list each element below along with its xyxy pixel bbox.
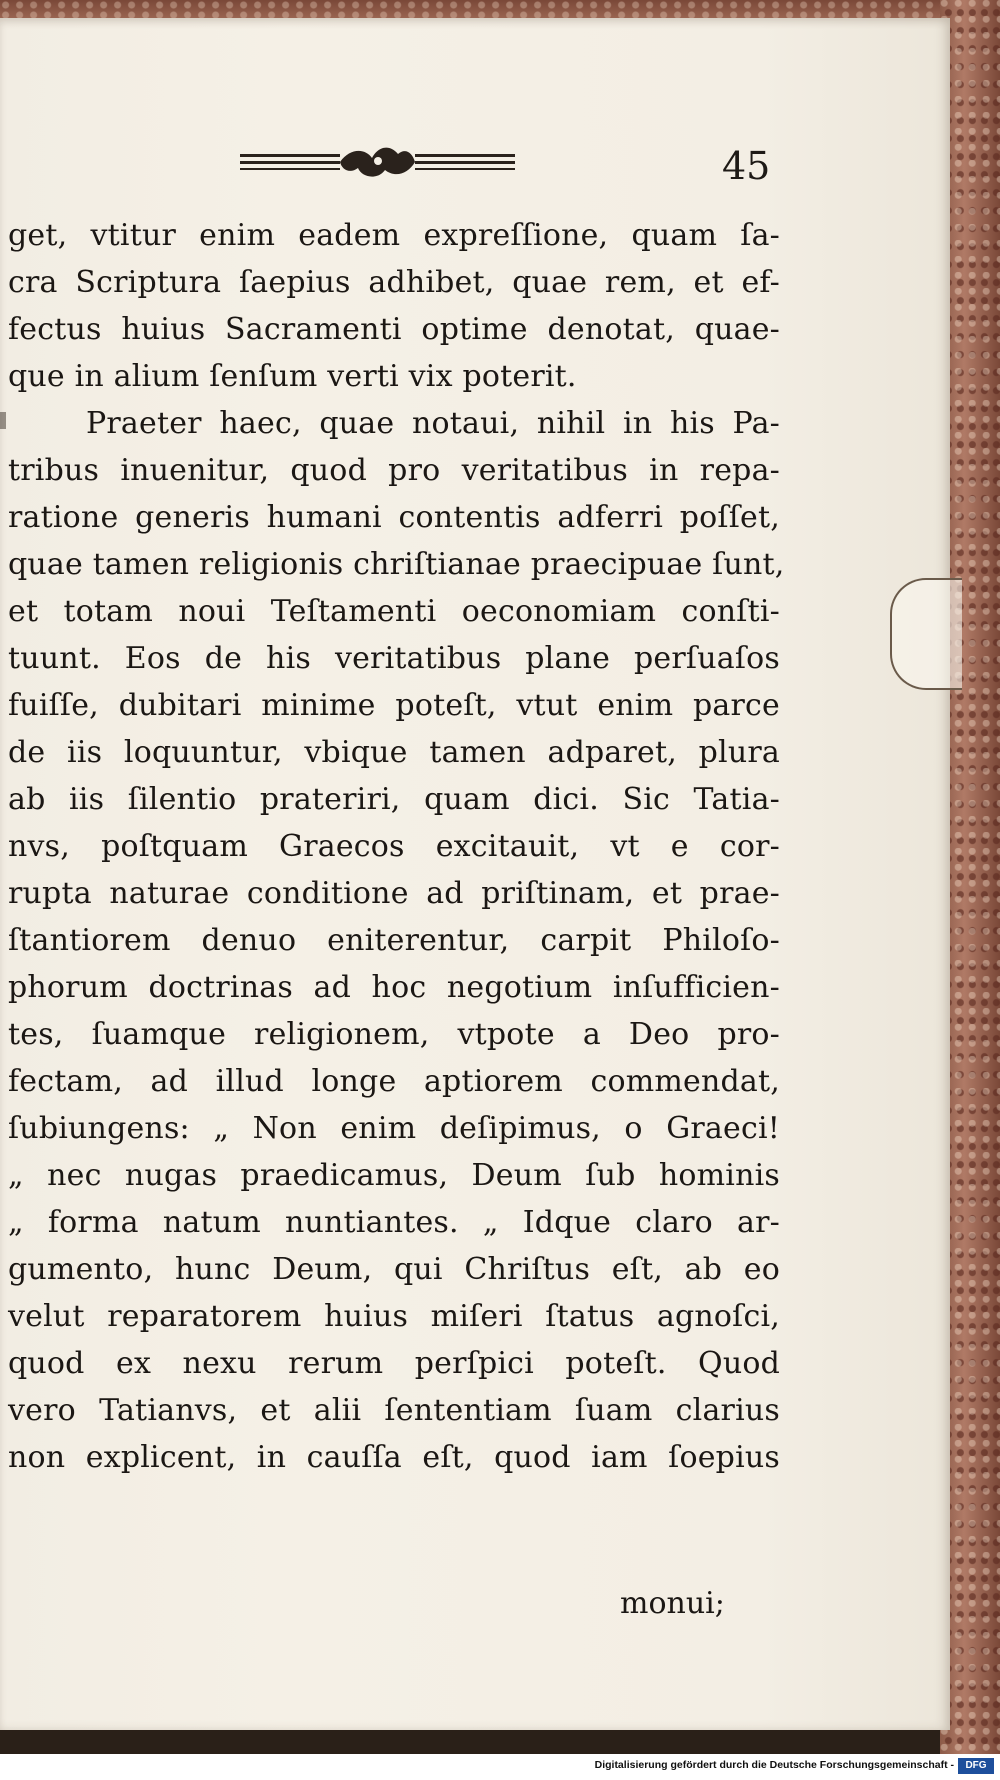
dfg-logo: DFG (958, 1758, 994, 1774)
text-line: cra Scriptura ſaepius adhibet, quae rem, et ef- (8, 265, 780, 300)
text-line: vero Tatianvs, et alii ſententiam ſuam clarius (8, 1393, 780, 1428)
text-line: et totam noui Teſtamenti oeconomiam conſti- (8, 594, 780, 629)
text-line: Praeter haec, quae notaui, nihil in his Pa- (86, 406, 780, 441)
text-line: que in alium ſenſum verti vix poterit. (8, 359, 577, 394)
text-line: fuiſſe, dubitari minime poteſt, vtut enim parce (8, 688, 780, 723)
text-line: ſtantiorem denuo eniterentur, carpit Philoſo- (8, 923, 780, 958)
digitization-footer (0, 1754, 1000, 1780)
text-line: ratione generis humani contentis adferri poſſet, (8, 500, 780, 535)
page-tab-outline (890, 578, 962, 690)
text-line: de iis loquuntur, vbique tamen adparet, plura (8, 735, 780, 770)
text-line: tribus inuenitur, quod pro veritatibus in repa- (8, 453, 780, 488)
gutter-shadow (0, 18, 6, 1730)
text-line: „ forma natum nuntiantes. „ Idque claro ar- (8, 1205, 780, 1240)
text-line: non explicent, in cauſſa eſt, quod iam ſoepius (8, 1440, 780, 1475)
text-line: phorum doctrinas ad hoc negotium inſufficien- (8, 970, 780, 1005)
text-line: velut reparatorem huius miſeri ſtatus agnoſci, (8, 1299, 780, 1334)
headpiece-ornament (240, 144, 515, 184)
text-line: „ nec nugas praedicamus, Deum ſub hominis (8, 1158, 780, 1193)
text-line: tes, ſuamque religionem, vtpote a Deo pro- (8, 1017, 780, 1052)
text-line: rupta naturae conditione ad priſtinam, et prae- (8, 876, 780, 911)
text-line: fectam, ad illud longe aptiorem commendat, (8, 1064, 780, 1099)
text-line: tuunt. Eos de his veritatibus plane perſuaſos (8, 641, 780, 676)
text-line: quod ex nexu rerum perſpici poteſt. Quod (8, 1346, 780, 1381)
funding-credit: Digitalisierung gefördert durch die Deutsche Forschungsgemeinschaft - (594, 1759, 954, 1771)
text-line: nvs, poſtquam Graecos excitauit, vt e cor- (8, 829, 780, 864)
page-number: 45 (722, 144, 771, 188)
paper-page (0, 18, 950, 1730)
text-line: fectus huius Sacramenti optime denotat, quae- (8, 312, 780, 347)
text-line: quae tamen religionis chriſtianae praecipuae ſunt, (8, 547, 785, 582)
text-line: get, vtitur enim eadem expreſſione, quam ſa- (8, 218, 780, 253)
text-line: ſubiungens: „ Non enim deſipimus, o Graeci! (8, 1111, 780, 1146)
text-line: gumento, hunc Deum, qui Chriſtus eſt, ab eo (8, 1252, 780, 1287)
catchword: monui; (620, 1586, 725, 1621)
text-line: ab iis ſilentio prateriri, quam dici. Sic Tatia- (8, 782, 780, 817)
